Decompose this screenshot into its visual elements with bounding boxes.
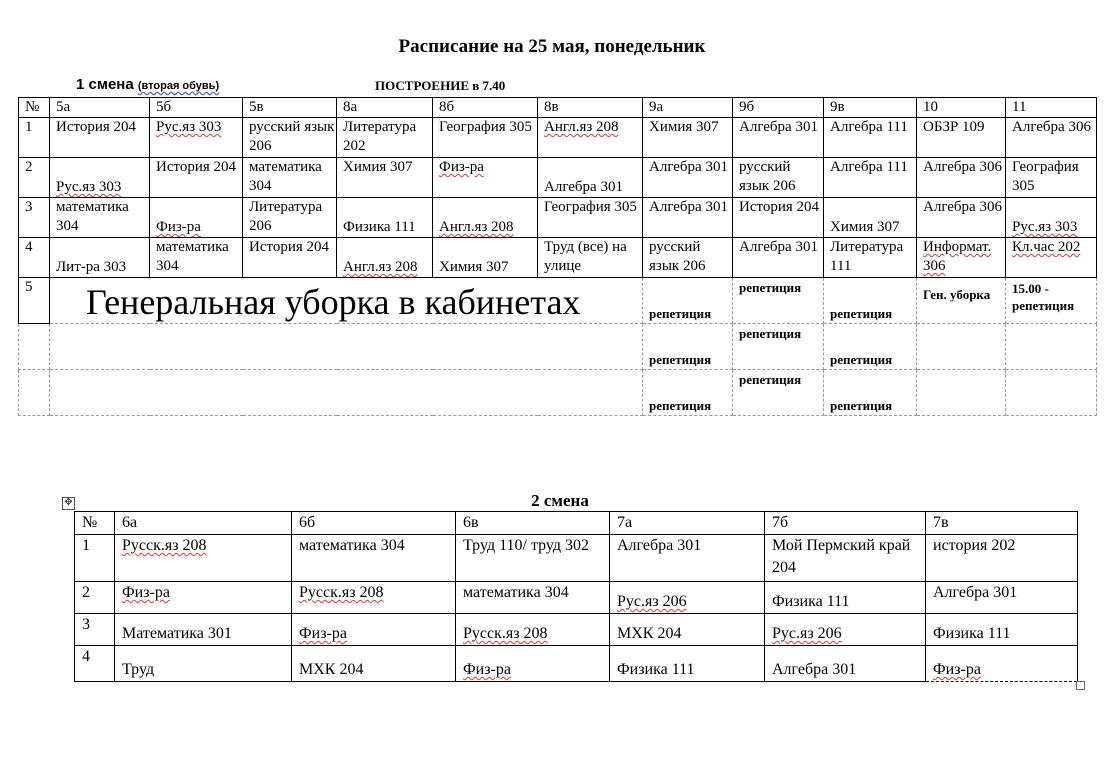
lesson-cell: Литература 206 <box>243 198 337 238</box>
lesson-number: 2 <box>19 158 50 198</box>
lesson-cell: Физ-ра <box>433 158 538 198</box>
table-row <box>75 535 1078 582</box>
lesson-number: 1 <box>75 535 115 582</box>
lesson-cell: ОБЗР 109 <box>917 118 1006 158</box>
empty-cell <box>19 370 50 416</box>
lesson-cell: Физ-ра <box>926 646 1078 682</box>
lesson-cell: Рус.яз 303 <box>150 118 243 158</box>
header-cell: 6в <box>456 512 610 535</box>
header-cell: № <box>75 512 115 535</box>
lesson-cell: Информат. 306 <box>917 238 1006 278</box>
lesson-cell: История 204 <box>733 198 824 238</box>
header-cell: 7а <box>610 512 765 535</box>
table-move-handle-icon[interactable]: ✥ <box>62 497 75 510</box>
lesson-cell: математика 304 <box>292 535 456 582</box>
lesson-cell: Физ-ра <box>456 646 610 682</box>
lesson-cell: Мой Пермский край 204 <box>765 535 926 582</box>
lesson-cell: Алгебра 301 <box>643 158 733 198</box>
lesson-cell: Алгебра 306 <box>917 198 1006 238</box>
rehearsal-cell: репетиция <box>733 324 824 370</box>
rehearsal-cell: репетиция <box>733 370 824 416</box>
table-row <box>75 582 1078 614</box>
table-header-row <box>75 512 1078 535</box>
empty-cell <box>50 324 643 370</box>
page-title: Расписание на 25 мая, понедельник <box>398 36 706 57</box>
lesson-cell: Труд <box>115 646 292 682</box>
table-row <box>75 614 1078 646</box>
table-row <box>19 324 1097 370</box>
header-cell: 7в <box>926 512 1078 535</box>
lesson-cell: Физика 111 <box>926 614 1078 646</box>
lesson-cell: История 204 <box>50 118 150 158</box>
rehearsal-cell: репетиция <box>643 278 733 324</box>
shift1-schedule-table <box>18 97 1097 416</box>
lesson-cell: Англ.яз 208 <box>337 238 433 278</box>
lesson-cell: математика 304 <box>150 238 243 278</box>
lesson-cell: Химия 307 <box>337 158 433 198</box>
lesson-cell: МХК 204 <box>292 646 456 682</box>
lesson-cell: история 202 <box>926 535 1078 582</box>
lesson-cell: Алгебра 301 <box>733 118 824 158</box>
lesson-cell: Труд 110/ труд 302 <box>456 535 610 582</box>
header-cell: 6б <box>292 512 456 535</box>
shift2-title: 2 смена <box>531 491 589 510</box>
lesson-cell: русский язык 206 <box>643 238 733 278</box>
header-cell: 5в <box>243 98 337 118</box>
lesson-number: 2 <box>75 582 115 614</box>
lesson-cell: Алгебра 301 <box>733 238 824 278</box>
lesson-cell: История 204 <box>243 238 337 278</box>
lesson-cell: Рус.яз 303 <box>50 158 150 198</box>
header-cell: 7б <box>765 512 926 535</box>
lesson-cell: математика 304 <box>243 158 337 198</box>
lesson-cell: Алгебра 111 <box>824 158 917 198</box>
header-cell: 8в <box>538 98 643 118</box>
lesson-cell: Рус.яз 206 <box>765 614 926 646</box>
lesson-cell: Литература 111 <box>824 238 917 278</box>
header-cell: 11 <box>1006 98 1097 118</box>
empty-cell <box>1006 324 1097 370</box>
header-cell: 9а <box>643 98 733 118</box>
lesson-cell: Алгебра 301 <box>765 646 926 682</box>
lesson-cell: Русск.яз 208 <box>115 535 292 582</box>
lesson-cell: Алгебра 306 <box>1006 118 1097 158</box>
lesson-cell: Англ.яз 208 <box>538 118 643 158</box>
shift1-note: (вторая обувь) <box>137 80 220 92</box>
lesson-cell: География 305 <box>538 198 643 238</box>
header-cell: 8б <box>433 98 538 118</box>
lesson-number: 5 <box>19 278 50 324</box>
table-row <box>19 198 1097 238</box>
lesson-cell: Математика 301 <box>115 614 292 646</box>
lesson-cell: Литература 202 <box>337 118 433 158</box>
lesson-cell: Физика 111 <box>610 646 765 682</box>
lesson-cell: История 204 <box>150 158 243 198</box>
rehearsal-cell: репетиция <box>824 278 917 324</box>
table-row <box>75 646 1078 682</box>
lesson-cell: математика 304 <box>50 198 150 238</box>
lesson-cell: Химия 307 <box>643 118 733 158</box>
lesson-cell: География 305 <box>1006 158 1097 198</box>
header-cell: 5а <box>50 98 150 118</box>
header-cell: 6а <box>115 512 292 535</box>
lesson-cell: Физ-ра <box>292 614 456 646</box>
header-cell: 10 <box>917 98 1006 118</box>
lesson-cell: Англ.яз 208 <box>433 198 538 238</box>
table-row <box>19 158 1097 198</box>
lesson-cell: математика 304 <box>456 582 610 614</box>
header-cell: № <box>19 98 50 118</box>
lesson-cell: Труд (все) на улице <box>538 238 643 278</box>
lesson-cell: Физ-ра <box>115 582 292 614</box>
lesson-cell: Алгебра 301 <box>538 158 643 198</box>
header-cell: 9б <box>733 98 824 118</box>
shift2-schedule-table <box>74 511 1078 682</box>
shift1-title: 1 смена <box>76 76 134 93</box>
lesson-cell: МХК 204 <box>610 614 765 646</box>
gen-cleaning-cell: Ген. уборка <box>917 278 1006 324</box>
lesson-cell: русский язык 206 <box>243 118 337 158</box>
lesson-cell: Алгебра 306 <box>917 158 1006 198</box>
lesson-cell: Химия 307 <box>433 238 538 278</box>
empty-cell <box>917 370 1006 416</box>
empty-cell <box>1006 370 1097 416</box>
lesson-cell: Русск.яз 208 <box>456 614 610 646</box>
rehearsal-cell: репетиция <box>643 370 733 416</box>
lesson-cell: Алгебра 301 <box>643 198 733 238</box>
lesson-cell: Рус.яз 206 <box>610 582 765 614</box>
shift1-label <box>76 76 219 93</box>
lesson-cell: Рус.яз 303 <box>1006 198 1097 238</box>
empty-cell <box>19 324 50 370</box>
header-cell: 9в <box>824 98 917 118</box>
lesson-number: 1 <box>19 118 50 158</box>
table-header-row <box>19 98 1097 118</box>
empty-cell <box>917 324 1006 370</box>
rehearsal-cell: репетиция <box>824 324 917 370</box>
empty-cell <box>50 370 643 416</box>
lesson-cell: Алгебра 301 <box>926 582 1078 614</box>
lesson-cell: Русск.яз 208 <box>292 582 456 614</box>
lesson-cell: Физика 111 <box>337 198 433 238</box>
cleaning-text: Генеральная уборка в кабинетах <box>86 282 581 322</box>
rehearsal-cell: репетиция <box>824 370 917 416</box>
lesson-cell: Физ-ра <box>150 198 243 238</box>
header-cell: 8а <box>337 98 433 118</box>
lesson-number: 3 <box>19 198 50 238</box>
lesson-cell: Алгебра 111 <box>824 118 917 158</box>
lesson-cell: Физика 111 <box>765 582 926 614</box>
table-resize-handle[interactable] <box>1076 681 1085 690</box>
lesson-cell: Алгебра 301 <box>610 535 765 582</box>
lesson-cell: Кл.час 202 <box>1006 238 1097 278</box>
lesson-cell: Лит-ра 303 <box>50 238 150 278</box>
lesson-cell: География 305 <box>433 118 538 158</box>
table-row <box>19 238 1097 278</box>
rehearsal-cell: репетиция <box>643 324 733 370</box>
assembly-time: ПОСТРОЕНИЕ в 7.40 <box>375 78 506 93</box>
table-row <box>19 370 1097 416</box>
rehearsal-cell: репетиция <box>733 278 824 324</box>
lesson-number: 4 <box>75 646 115 682</box>
lesson-number: 3 <box>75 614 115 646</box>
lesson-cell: русский язык 206 <box>733 158 824 198</box>
lesson-number: 4 <box>19 238 50 278</box>
lesson-cell: Химия 307 <box>824 198 917 238</box>
eleven-rehearsal-cell: 15.00 - репетиция <box>1006 278 1097 324</box>
header-cell: 5б <box>150 98 243 118</box>
table-row <box>19 118 1097 158</box>
